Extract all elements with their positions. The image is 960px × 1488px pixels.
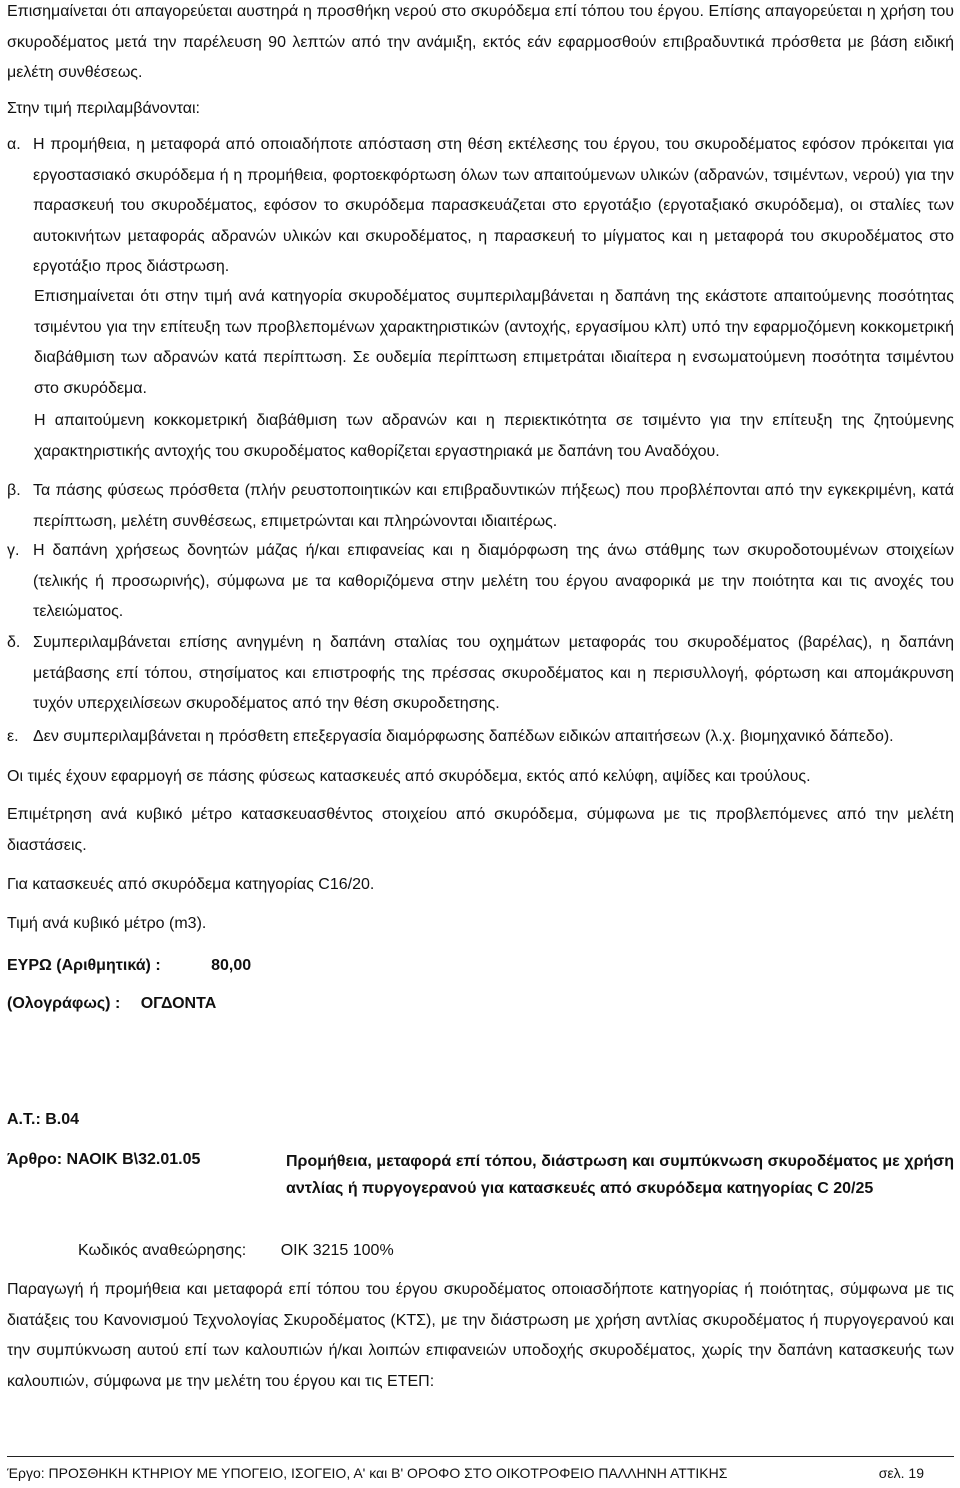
paragraph-intro: Επισημαίνεται ότι απαγορεύεται αυστηρά η προσθήκη νερού στο σκυρόδεμα επί τόπου του έργου. Επίσης απαγορεύεται η χρήση του σκυροδέματος μετά την παρέλευση 90 λεπτών από την ανάμιξη, εκτός εάν εφαρμοσθούν επιβραδυντικά πρόσθετα με βάση ειδική μελέτη συνθέσεως. bbox=[7, 3, 954, 81]
list-item-e bbox=[7, 722, 954, 753]
footer-project: Έργο: ΠΡΟΣΘΗΚΗ ΚΤΗΡΙΟΥ ΜΕ ΥΠΟΓΕΙΟ, ΙΣΟΓΕΙΟ, Α' και Β' ΟΡΟΦΟ ΣΤΟ ΟΙΚΟΤΡΟΦΕΙΟ ΠΑΛΛΗΝΗ ΑΤΤΙΚΗΣ bbox=[7, 1465, 728, 1481]
paragraph-production: Παραγωγή ή προμήθεια και μεταφορά επί τόπου του έργου σκυροδέματος οποιασδήποτε κατηγορίας ή ποιότητας, σύμφωνα με τις διατάξεις του Κανονισμού Τεχνολογίας Σκυροδέματος (ΚΤΣ), με την διάστρωση με χρήση αντλίας σκυροδέματος ή πυργογερανού και την συμπύκνωση αυτού επί των καλουπιών ή/και λοιπών επιφανειών υποδοχής σκυροδέματος, χωρίς την δαπάνη κατασκευής των καλουπιών, σύμφωνα με την μελέτη του έργου και τις ΕΤΕΠ: bbox=[7, 1281, 954, 1390]
list-item-text: Τα πάσης φύσεως πρόσθετα (πλήν ρευστοποιητικών και επιβραδυντικών πήξεως) που προβλέπονται από την εγκεκριμένη, κατά περίπτωση, μελέτη συνθέσεως, επιμετρώνται και πληρώνονται ιδιαιτέρως. bbox=[33, 482, 954, 530]
price-numeric-row bbox=[7, 954, 251, 978]
list-item-label: ε. bbox=[7, 728, 19, 745]
revision-label: Κωδικός αναθεώρησης: bbox=[78, 1242, 247, 1259]
list-item-text: Η προμήθεια, η μεταφορά από οποιαδήποτε απόσταση στη θέση εκτέλεσης του έργου, του σκυροδέματος εφόσον πρόκειται για εργοστασιακό σκυρόδεμα ή η προμήθεια, φορτοεκφόρτωση όλων των απαιτούμενων υλικών (αδρανών, τσιμέντων, νερού) για την παρασκευή του σκυροδέματος, εφόσον το σκυρόδεμα παρασκευάζεται στο εργοτάξιο (εργοταξιακό σκυρόδεμα), οι σταλίες των αυτοκινήτων μεταφοράς αδρανών υλικών και σκυροδέματος, η παρασκευή το μίγματος και η μεταφορά του σκυροδέματος στο εργοτάξιο προς διάστρωση. bbox=[33, 136, 954, 275]
list-item-b bbox=[7, 476, 954, 537]
paragraph-cement: Επισημαίνεται ότι στην τιμή ανά κατηγορία σκυροδέματος συμπεριλαμβάνεται η δαπάνη της εκάστοτε απαιτούμενης ποσότητας τσιμέντου για την επίτευξη των προβλεπομένων χαρακτηριστικών (αντοχής, εργασίμου κλπ) υπό την εφαρμοζόμενη κοκκομετρική διαβάθμιση των αδρανών κατά περίπτωση. Σε ουδεμία περίπτωση επιμετράται ιδιαίτερα η ενσωματούμενη ποσότητα τσιμέντου στο σκυρόδεμα. bbox=[34, 288, 954, 397]
revision-row bbox=[78, 1239, 394, 1263]
paragraph-measure: Επιμέτρηση ανά κυβικό μέτρο κατασκευασθέντος στοιχείου από σκυρόδεμα, σύμφωνα με τις προβλεπόμενες από την μελέτη διαστάσεις. bbox=[7, 806, 954, 854]
list-item-text: Δεν συμπεριλαμβάνεται η πρόσθετη επεξεργασία διαμόρφωσης δαπέδων ειδικών απαιτήσεων (λ.χ. βιομηχανικό δάπεδο). bbox=[33, 728, 894, 745]
price-words-row bbox=[7, 992, 216, 1016]
article-title: Προμήθεια, μεταφορά επί τόπου, διάστρωση και συμπύκνωση σκυροδέματος με χρήση αντλίας ή πυργογερανού για κατασκευές από σκυρόδεμα κατηγορίας C 20/25 bbox=[286, 1153, 954, 1197]
price-numeric-label: ΕΥΡΩ (Αριθμητικά) : bbox=[7, 957, 161, 974]
paragraph-applies: Οι τιμές έχουν εφαρμογή σε πάσης φύσεως κατασκευές από σκυρόδεμα, εκτός από κελύφη, αψίδες και τρούλους. bbox=[7, 768, 811, 785]
paragraph-unit: Τιμή ανά κυβικό μέτρο (m3). bbox=[7, 915, 207, 932]
list-item-label: δ. bbox=[7, 634, 21, 651]
list-item-text: Συμπεριλαμβάνεται επίσης ανηγμένη η δαπάνη σταλίας του οχημάτων μεταφοράς του σκυροδέματος (βαρέλας), η δαπάνη μετάβασης επί τόπου, στησίματος και επιστροφής της πρέσσας σκυροδέματος και η περισυλλογή, φόρτωση και απομάκρυνση τυχόν υπερχειλίσεων σκυροδέματος από την θέση σκυροδετησης. bbox=[33, 634, 954, 712]
price-numeric-value: 80,00 bbox=[211, 957, 252, 974]
page-footer bbox=[7, 1463, 924, 1483]
included-heading: Στην τιμή περιλαμβάνονται: bbox=[7, 100, 200, 117]
footer-divider bbox=[7, 1456, 954, 1457]
list-item-text: Η δαπάνη χρήσεως δονητών μάζας ή/και επιφανείας και η διαμόρφωση της άνω στάθμης των σκυροδοτουμένων στοιχείων (τελικής ή προσωρινής), σύμφωνα με τα καθοριζόμενα στην μελέτη του έργου αναφορικά με την ποιότητα και τις ανοχές του τελειώματος. bbox=[33, 542, 954, 620]
list-item-c bbox=[7, 536, 954, 628]
list-item-label: β. bbox=[7, 482, 21, 499]
list-item-a bbox=[7, 130, 954, 283]
article-code: Άρθρο: ΝΑΟΙΚ Β\32.01.05 bbox=[7, 1151, 201, 1168]
at-label: Α.Τ.: Β.04 bbox=[7, 1111, 80, 1128]
revision-value: ΟΙΚ 3215 100% bbox=[280, 1242, 394, 1259]
list-item-label: α. bbox=[7, 136, 21, 153]
price-words-label: (Ολογράφως) : bbox=[7, 995, 121, 1012]
paragraph-class: Για κατασκευές από σκυρόδεμα κατηγορίας C16/20. bbox=[7, 876, 375, 893]
paragraph-grading: Η απαιτούμενη κοκκομετρική διαβάθμιση των αδρανών και η περιεκτικότητα σε τσιμέντο για την επίτευξη της ζητούμενης χαρακτηριστικής αντοχής του σκυροδέματος καθορίζεται εργαστηριακά με δαπάνη του Αναδόχου. bbox=[34, 412, 954, 460]
list-item-label: γ. bbox=[7, 542, 20, 559]
list-item-d bbox=[7, 628, 954, 720]
price-words-value: ΟΓΔΟΝΤΑ bbox=[140, 995, 217, 1012]
footer-page-number: σελ. 19 bbox=[878, 1465, 924, 1481]
